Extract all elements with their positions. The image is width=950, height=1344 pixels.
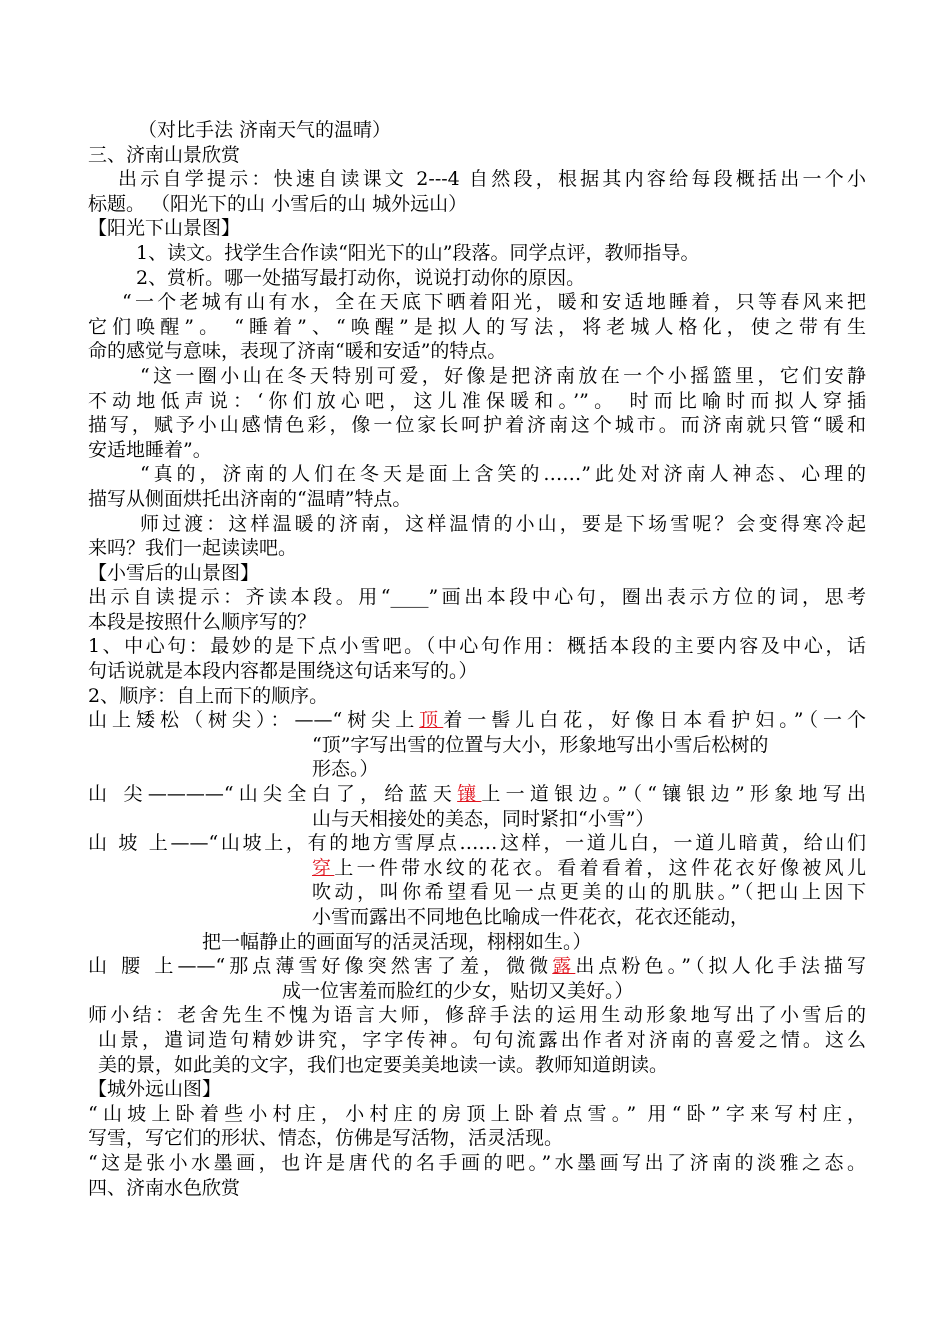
text-line: 来吗？我们一起读读吧。 [88, 537, 298, 560]
text-line: 命的感觉与意味，表现了济南“暖和安适”的特点。 [88, 340, 507, 363]
songshu-line [88, 708, 866, 733]
text-line: 句话说就是本段内容都是围绕这句话来写的。） [88, 660, 478, 683]
text-line: “山坡上卧着些小村庄，小村庄的房顶上卧着点雪。” 用“卧”字来写村庄， [88, 1102, 866, 1125]
shanpo-line: 山 坡 上——“山坡上，有的地方雪厚点……这样，一道儿白，一道儿暗黄，给山们 [88, 832, 866, 855]
text-line: 描写，赋予小山感情色彩，像一位家长呵护着济南这个城市。而济南就只管“暖和 [88, 414, 866, 437]
text-line: 师小结：老舍先生不愧为语言大师，修辞手法的运用生动形象地写出了小雪后的 [88, 1004, 866, 1027]
text-line: 出示自学提示：快速自读课文 2---4 自然段，根据其内容给每段概括出一个小 [118, 168, 866, 191]
text-line: “这一圈小山在冬天特别可爱，好像是把济南放在一个小摇篮里，它们安静 [140, 364, 866, 387]
text-span: 山 腰 上——“那点薄雪好像突然害了羞，微微 [88, 955, 553, 978]
text-span: 山 尖————“山尖全白了，给蓝天 [88, 783, 458, 806]
text-line: 描写从侧面烘托出济南的“温晴”特点。 [88, 487, 412, 510]
text-line: 不动地低声说：‘你们放心吧，这儿准保暖和。’”。 时而比喻时而拟人穿插 [88, 389, 866, 412]
text-span: 着一髻儿白花，好像日本看护妇。”（一个 [443, 709, 866, 732]
text-line: “顶”字写出雪的位置与大小，形象地写出小雪后松树的 [312, 733, 769, 756]
text-line: 把一幅静止的画面写的活灵活现，栩栩如生。） [202, 930, 592, 953]
shanjian-line [88, 782, 866, 807]
text-line: 写雪，写它们的形状、情态，仿佛是写活物，活灵活现。 [88, 1127, 564, 1150]
text-line: 小雪而露出不同地色比喻成一件花衣，花衣还能动， [312, 906, 750, 928]
text-line: 1、读文。找学生合作读“阳光下的山”段落。同学点评，教师指导。 [136, 241, 700, 264]
subsection-heading: 【城外远山图】 [88, 1078, 222, 1101]
text-line: 吹动，叫你希望看见一点更美的山的肌肤。”（把山上因下 [312, 881, 866, 904]
text-span: 山上矮松（树尖）：——“树尖上 [88, 709, 420, 732]
text-line: 本段是按照什么顺序写的？ [88, 610, 317, 633]
text-line: 山与天相接处的美态，同时紧扣“小雪”） [312, 807, 655, 830]
highlight-word: 镶 [457, 783, 482, 806]
text-span: 上一件带水纹的花衣。看着看着，这件花衣好像被风儿 [334, 856, 866, 879]
highlight-word: 顶 [419, 709, 444, 732]
text-line: 2、顺序：自上而下的顺序。 [88, 684, 329, 707]
text-line: 出示自读提示：齐读本段。用“____”画出本段中心句，圈出表示方位的词，思考 [88, 586, 866, 609]
text-line: 安适地睡着”。 [88, 438, 212, 461]
text-line: 师过渡：这样温暖的济南，这样温情的小山，要是下场雪呢？会变得寒冷起 [140, 512, 866, 535]
text-line: 成一位害羞而脸红的少女，贴切又美好。） [282, 979, 634, 1002]
subsection-heading: 【小雪后的山景图】 [88, 561, 260, 584]
text-line: 形态。） [312, 758, 379, 781]
text-line: “这是张小水墨画，也许是唐代的名手画的吧。”水墨画写出了济南的淡雅之态。 [88, 1151, 866, 1174]
text-line: “一个老城有山有水，全在天底下晒着阳光，暖和安适地睡着，只等春风来把 [122, 291, 866, 314]
text-line: 美的景，如此美的文字，我们也定要美美地读一读。教师知道朗读。 [98, 1053, 669, 1076]
text-span: 出点粉色。”（拟人化手法描写 [575, 955, 866, 978]
subsection-heading: 【阳光下山景图】 [88, 217, 241, 240]
text-line: 它们唤醒”。 “睡着”、“唤醒”是拟人的写法，将老城人格化，使之带有生 [88, 315, 866, 338]
text-line: 山景，遣词造句精妙讲究，字字传神。句句流露出作者对济南的喜爱之情。这么 [98, 1028, 866, 1051]
shanyao-line [88, 954, 866, 979]
highlight-word: 露 [552, 955, 576, 978]
section-heading: 三、济南山景欣赏 [88, 143, 241, 166]
document-page [88, 118, 866, 1200]
shanpo-line-2 [88, 856, 866, 881]
text-line: 1、中心句：最妙的是下点小雪吧。（中心句作用：概括本段的主要内容及中心，话 [88, 635, 866, 658]
highlight-word: 穿 [312, 856, 335, 879]
text-span: 上一道银边。”（“镶银边”形象地写出 [481, 783, 866, 806]
text-line: 标题。 （阳光下的山 小雪后的山 城外远山） [88, 192, 468, 215]
section-heading: 四、济南水色欣赏 [88, 1176, 241, 1199]
text-line: “真的，济南的人们在冬天是面上含笑的……”此处对济南人神态、心理的 [140, 463, 866, 486]
text-line: （对比手法 济南天气的温晴） [138, 119, 392, 141]
text-line: 2、赏析。哪一处描写最打动你，说说打动你的原因。 [136, 266, 586, 289]
